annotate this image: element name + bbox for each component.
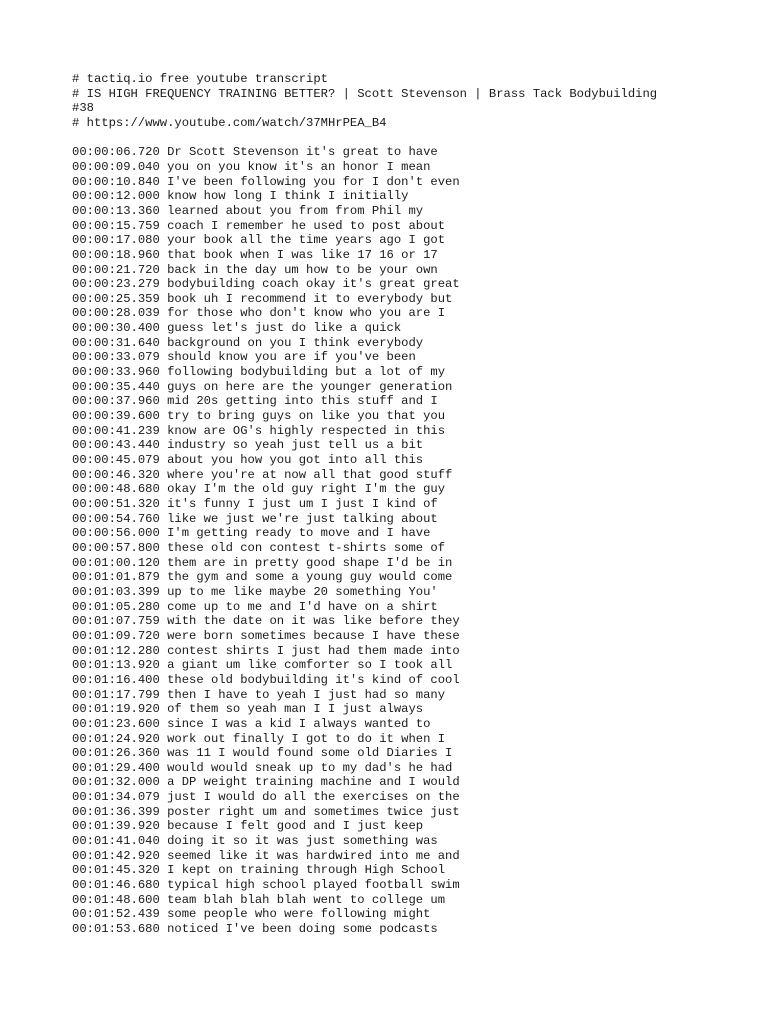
transcript-line (72, 306, 712, 321)
timestamp: 00:00:21.720 (72, 262, 160, 277)
transcript-line (72, 438, 712, 453)
transcript-line (72, 321, 712, 336)
timestamp: 00:00:17.080 (72, 233, 160, 248)
line-spacer (160, 761, 167, 775)
transcript-line (72, 160, 712, 175)
caption-text: these old con contest t-shirts some of (167, 540, 446, 555)
transcript-line (72, 805, 712, 820)
line-spacer (160, 702, 167, 716)
line-spacer (160, 394, 167, 408)
transcript-line (72, 409, 712, 424)
line-spacer (160, 438, 167, 452)
line-spacer (160, 600, 167, 614)
caption-text: where you're at now all that good stuff (167, 467, 453, 482)
caption-text: the gym and some a young guy would come (167, 570, 453, 585)
caption-text: back in the day um how to be your own (167, 262, 438, 277)
line-spacer (160, 644, 167, 658)
transcript-source-line: # tactiq.io free youtube transcript (72, 72, 328, 86)
transcript-line (72, 629, 712, 644)
timestamp: 00:00:48.680 (72, 482, 160, 497)
timestamp: 00:01:53.680 (72, 922, 160, 937)
timestamp: 00:01:29.400 (72, 760, 160, 775)
caption-text: work out finally I got to do it when I (167, 731, 446, 746)
caption-text: I kept on training through High School (167, 863, 446, 878)
caption-text: contest shirts I just had them made into (167, 643, 460, 658)
caption-text: your book all the time years ago I got (167, 233, 446, 248)
timestamp: 00:00:56.000 (72, 526, 160, 541)
line-spacer (160, 380, 167, 394)
transcript-line (72, 878, 712, 893)
transcript-line (72, 424, 712, 439)
timestamp: 00:01:01.879 (72, 570, 160, 585)
transcript-line (72, 907, 712, 922)
caption-text: book uh I recommend it to everybody but (167, 291, 453, 306)
line-spacer (160, 863, 167, 877)
transcript-line (72, 350, 712, 365)
timestamp: 00:00:33.960 (72, 365, 160, 380)
transcript-document (72, 72, 712, 937)
line-spacer (160, 541, 167, 555)
timestamp: 00:00:25.359 (72, 291, 160, 306)
transcript-line (72, 468, 712, 483)
caption-text: try to bring guys on like you that you (167, 409, 446, 424)
transcript-line (72, 614, 712, 629)
transcript-line (72, 644, 712, 659)
transcript-line (72, 145, 712, 160)
line-spacer (160, 306, 167, 320)
line-spacer (160, 893, 167, 907)
caption-text: doing it so it was just something was (167, 834, 438, 849)
caption-text: you on you know it's an honor I mean (167, 159, 431, 174)
timestamp: 00:01:12.280 (72, 643, 160, 658)
caption-text: a DP weight training machine and I would (167, 775, 460, 790)
line-spacer (160, 424, 167, 438)
caption-text: typical high school played football swim (167, 878, 460, 893)
timestamp: 00:00:33.079 (72, 350, 160, 365)
transcript-line (72, 204, 712, 219)
transcript-line (72, 790, 712, 805)
caption-text: I've been following you for I don't even (167, 174, 460, 189)
caption-text: then I have to yeah I just had so many (167, 687, 446, 702)
caption-text: with the date on it was like before they (167, 614, 460, 629)
line-spacer (160, 292, 167, 306)
timestamp: 00:01:42.920 (72, 848, 160, 863)
caption-text: okay I'm the old guy right I'm the guy (167, 482, 446, 497)
timestamp: 00:01:26.360 (72, 746, 160, 761)
line-spacer (160, 805, 167, 819)
transcript-line (72, 263, 712, 278)
line-spacer (160, 790, 167, 804)
timestamp: 00:01:46.680 (72, 878, 160, 893)
caption-text: coach I remember he used to post about (167, 218, 446, 233)
timestamp: 00:00:46.320 (72, 467, 160, 482)
caption-text: just I would do all the exercises on the (167, 790, 460, 805)
transcript-line (72, 673, 712, 688)
line-spacer (160, 277, 167, 291)
transcript-line (72, 570, 712, 585)
video-title-continuation: #38 (72, 101, 94, 116)
transcript-line (72, 732, 712, 747)
caption-text: about you how you got into all this (167, 453, 424, 468)
line-spacer (160, 248, 167, 262)
caption-text: industry so yeah just tell us a bit (167, 438, 424, 453)
line-spacer (160, 732, 167, 746)
timestamp: 00:01:36.399 (72, 804, 160, 819)
transcript-line (72, 863, 712, 878)
line-spacer (160, 585, 167, 599)
transcript-line (72, 233, 712, 248)
line-spacer (160, 365, 167, 379)
timestamp: 00:01:03.399 (72, 584, 160, 599)
caption-text: mid 20s getting into this stuff and I (167, 394, 438, 409)
transcript-line (72, 600, 712, 615)
caption-text: like we just we're just talking about (167, 511, 438, 526)
timestamp: 00:01:09.720 (72, 628, 160, 643)
line-spacer (160, 556, 167, 570)
timestamp: 00:00:28.039 (72, 306, 160, 321)
timestamp: 00:00:09.040 (72, 159, 160, 174)
caption-text: guys on here are the younger generation (167, 379, 453, 394)
transcript-line (72, 189, 712, 204)
caption-text: of them so yeah man I I just always (167, 702, 424, 717)
line-spacer (160, 673, 167, 687)
caption-text: were born sometimes because I have these (167, 628, 460, 643)
caption-text: I'm getting ready to move and I have (167, 526, 431, 541)
transcript-line (72, 893, 712, 908)
transcript-line (72, 175, 712, 190)
line-spacer (160, 512, 167, 526)
line-spacer (160, 233, 167, 247)
timestamp: 00:01:00.120 (72, 555, 160, 570)
timestamp: 00:01:13.920 (72, 658, 160, 673)
line-spacer (160, 878, 167, 892)
video-title-line: # IS HIGH FREQUENCY TRAINING BETTER? | Scott Stevenson | Brass Tack Bodybuilding (72, 86, 658, 101)
caption-text: learned about you from from Phil my (167, 203, 424, 218)
video-url-line: # https://www.youtube.com/watch/37MHrPEA_B4 (72, 115, 387, 130)
transcript-line (72, 248, 712, 263)
timestamp: 00:01:23.600 (72, 716, 160, 731)
transcript-line (72, 336, 712, 351)
timestamp: 00:01:34.079 (72, 790, 160, 805)
timestamp: 00:01:07.759 (72, 614, 160, 629)
line-spacer (160, 321, 167, 335)
transcript-line (72, 775, 712, 790)
line-spacer (160, 746, 167, 760)
line-spacer (160, 336, 167, 350)
timestamp: 00:00:35.440 (72, 379, 160, 394)
timestamp: 00:01:17.799 (72, 687, 160, 702)
caption-text: Dr Scott Stevenson it's great to have (167, 145, 438, 160)
line-spacer (160, 717, 167, 731)
line-spacer (160, 526, 167, 540)
caption-text: following bodybuilding but a lot of my (167, 365, 446, 380)
line-spacer (160, 614, 167, 628)
transcript-line (72, 541, 712, 556)
timestamp: 00:01:19.920 (72, 702, 160, 717)
caption-text: bodybuilding coach okay it's great great (167, 277, 460, 292)
timestamp: 00:00:06.720 (72, 145, 160, 160)
timestamp: 00:00:41.239 (72, 423, 160, 438)
line-spacer (160, 658, 167, 672)
transcript-line (72, 277, 712, 292)
line-spacer (160, 145, 167, 159)
caption-text: noticed I've been doing some podcasts (167, 922, 438, 937)
transcript-line (72, 482, 712, 497)
transcript-line (72, 702, 712, 717)
line-spacer (160, 849, 167, 863)
transcript-line (72, 849, 712, 864)
caption-text: should know you are if you've been (167, 350, 416, 365)
caption-text: know are OG's highly respected in this (167, 423, 446, 438)
line-spacer (160, 629, 167, 643)
line-spacer (160, 482, 167, 496)
timestamp: 00:01:05.280 (72, 599, 160, 614)
caption-text: guess let's just do like a quick (167, 321, 402, 336)
timestamp: 00:00:43.440 (72, 438, 160, 453)
timestamp: 00:00:37.960 (72, 394, 160, 409)
caption-text: because I felt good and I just keep (167, 819, 424, 834)
transcript-line (72, 746, 712, 761)
transcript-line (72, 292, 712, 307)
timestamp: 00:00:54.760 (72, 511, 160, 526)
timestamp: 00:00:57.800 (72, 540, 160, 555)
caption-text: them are in pretty good shape I'd be in (167, 555, 453, 570)
timestamp: 00:00:45.079 (72, 453, 160, 468)
timestamp: 00:00:10.840 (72, 174, 160, 189)
caption-text: know how long I think I initially (167, 189, 409, 204)
transcript-line (72, 658, 712, 673)
line-spacer (160, 189, 167, 203)
caption-text: for those who don't know who you are I (167, 306, 446, 321)
transcript-line (72, 365, 712, 380)
transcript-line (72, 380, 712, 395)
transcript-line (72, 556, 712, 571)
line-spacer (160, 775, 167, 789)
line-spacer (160, 834, 167, 848)
caption-text: poster right um and sometimes twice just (167, 804, 460, 819)
timestamp: 00:00:51.320 (72, 497, 160, 512)
timestamp: 00:00:23.279 (72, 277, 160, 292)
header-spacer (72, 131, 712, 146)
transcript-line (72, 717, 712, 732)
caption-text: since I was a kid I always wanted to (167, 716, 431, 731)
caption-text: background on you I think everybody (167, 335, 424, 350)
transcript-line (72, 834, 712, 849)
timestamp: 00:00:15.759 (72, 218, 160, 233)
transcript-line (72, 819, 712, 834)
line-spacer (160, 160, 167, 174)
transcript-line (72, 497, 712, 512)
caption-text: seemed like it was hardwired into me and (167, 848, 460, 863)
timestamp: 00:01:52.439 (72, 907, 160, 922)
timestamp: 00:00:13.360 (72, 203, 160, 218)
transcript-lines (72, 145, 712, 936)
line-spacer (160, 570, 167, 584)
transcript-line (72, 922, 712, 937)
line-spacer (160, 350, 167, 364)
caption-text: these old bodybuilding it's kind of cool (167, 672, 460, 687)
caption-text: up to me like maybe 20 something You' (167, 584, 438, 599)
timestamp: 00:00:31.640 (72, 335, 160, 350)
transcript-line (72, 453, 712, 468)
caption-text: that book when I was like 17 16 or 17 (167, 247, 438, 262)
transcript-line (72, 394, 712, 409)
line-spacer (160, 204, 167, 218)
line-spacer (160, 922, 167, 936)
timestamp: 00:01:48.600 (72, 892, 160, 907)
timestamp: 00:01:16.400 (72, 672, 160, 687)
timestamp: 00:00:39.600 (72, 409, 160, 424)
timestamp: 00:01:24.920 (72, 731, 160, 746)
transcript-line (72, 688, 712, 703)
caption-text: a giant um like comforter so I took all (167, 658, 453, 673)
line-spacer (160, 819, 167, 833)
caption-text: it's funny I just um I just I kind of (167, 497, 438, 512)
timestamp: 00:01:39.920 (72, 819, 160, 834)
line-spacer (160, 219, 167, 233)
caption-text: some people who were following might (167, 907, 431, 922)
caption-text: would would sneak up to my dad's he had (167, 760, 453, 775)
timestamp: 00:01:41.040 (72, 834, 160, 849)
line-spacer (160, 907, 167, 921)
transcript-line (72, 585, 712, 600)
timestamp: 00:01:45.320 (72, 863, 160, 878)
line-spacer (160, 263, 167, 277)
line-spacer (160, 468, 167, 482)
caption-text: team blah blah blah went to college um (167, 892, 446, 907)
line-spacer (160, 175, 167, 189)
timestamp: 00:00:30.400 (72, 321, 160, 336)
transcript-line (72, 761, 712, 776)
line-spacer (160, 453, 167, 467)
transcript-line (72, 219, 712, 234)
caption-text: was 11 I would found some old Diaries I (167, 746, 453, 761)
line-spacer (160, 497, 167, 511)
line-spacer (160, 688, 167, 702)
line-spacer (160, 409, 167, 423)
transcript-line (72, 512, 712, 527)
timestamp: 00:00:18.960 (72, 247, 160, 262)
timestamp: 00:00:12.000 (72, 189, 160, 204)
transcript-line (72, 526, 712, 541)
caption-text: come up to me and I'd have on a shirt (167, 599, 438, 614)
timestamp: 00:01:32.000 (72, 775, 160, 790)
